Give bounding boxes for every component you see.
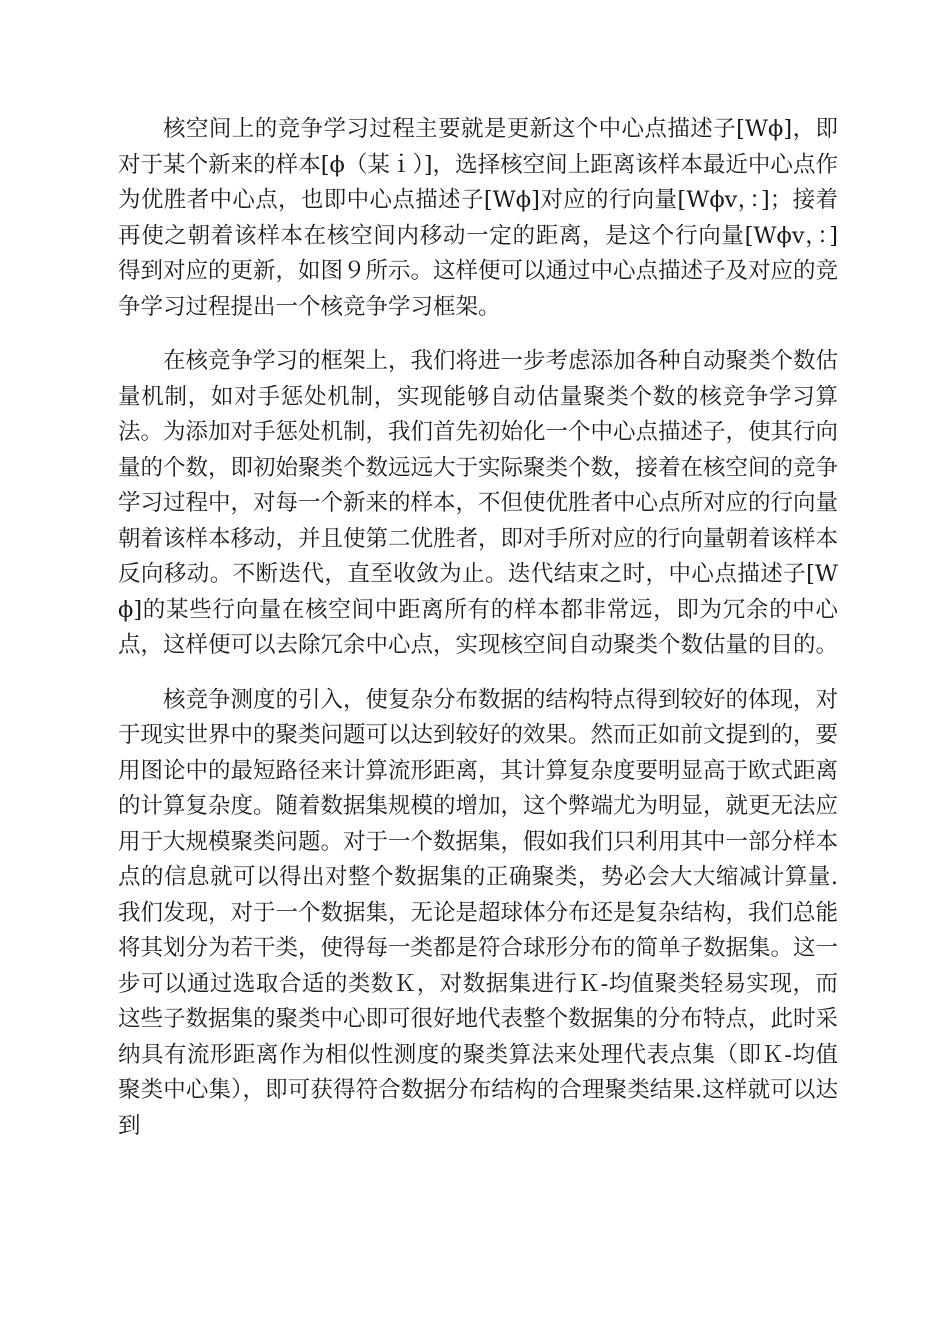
paragraph-rival-penalization: 在核竞争学习的框架上，我们将进一步考虑添加各种自动聚类个数估量机制，如对手惩处机制，实现能够自动估量聚类个数的核竞争学习算法。为添加对手惩处机制，我们首先初始化一个中心点描述子，使其行向量的个数，即初始聚类个数远远大于实际聚类个数，接着在核空间的竞争学习过程中，对每一个新来的样本，不但使优胜者中心点所对应的行向量朝着该样本移动，并且使第二优胜者，即对手所对应的行向量朝着该样本反向移动。不断迭代，直至收敛为止。迭代结束之时，中心点描述子[Wϕ]的某些行向量在核空间中距离所有的样本都非常远，即为冗余的中心点，这样便可以去除冗余中心点，实现核空间自动聚类个数估量的目的。 <box>118 348 839 658</box>
paragraph-manifold-distance: 核竞争测度的引入，使复杂分布数据的结构特点得到较好的体现，对于现实世界中的聚类问题可以达到较好的效果。然而正如前文提到的，要用图论中的最短路径来计算流形距离，其计算复杂度要明显高于欧式距离的计算复杂度。随着数据集规模的增加，这个弊端尤为明显，就更无法应用于大规模聚类问题。对于一个数据集，假如我们只利用其中一部分样本点的信息就可以得出对整个数据集的正确聚类，势必会大大缩减计算量.我们发现，对于一个数据集，无论是超球体分布还是复杂结构，我们总能将其划分为若干类，使得每一类都是符合球形分布的简单子数据集。这一步可以通过选取合适的类数Ｋ，对数据集进行Ｋ-均值聚类轻易实现，而这些子数据集的聚类中心即可很好地代表整个数据集的分布特点，此时采纳具有流形距离作为相似性测度的聚类算法来处理代表点集（即Ｋ-均值聚类中心集），即可获得符合数据分布结构的合理聚类结果.这样就可以达到 <box>118 686 839 1139</box>
paragraph-kernel-competitive-learning: 核空间上的竞争学习过程主要就是更新这个中心点描述子[Wϕ]，即对于某个新来的样本[ϕ（某ｉ）]，选择核空间上距离该样本最近中心点作为优胜者中心点，也即中心点描述子[Wϕ]对应的行向量[Wϕv，：]；接着再使之朝着该样本在核空间内移动一定的距离，是这个行向量[Wϕv，：]得到对应的更新，如图９所示。这样便可以通过中心点描述子及对应的竞争学习过程提出一个核竞争学习框架。 <box>118 116 839 320</box>
document-body <box>118 112 838 1144</box>
